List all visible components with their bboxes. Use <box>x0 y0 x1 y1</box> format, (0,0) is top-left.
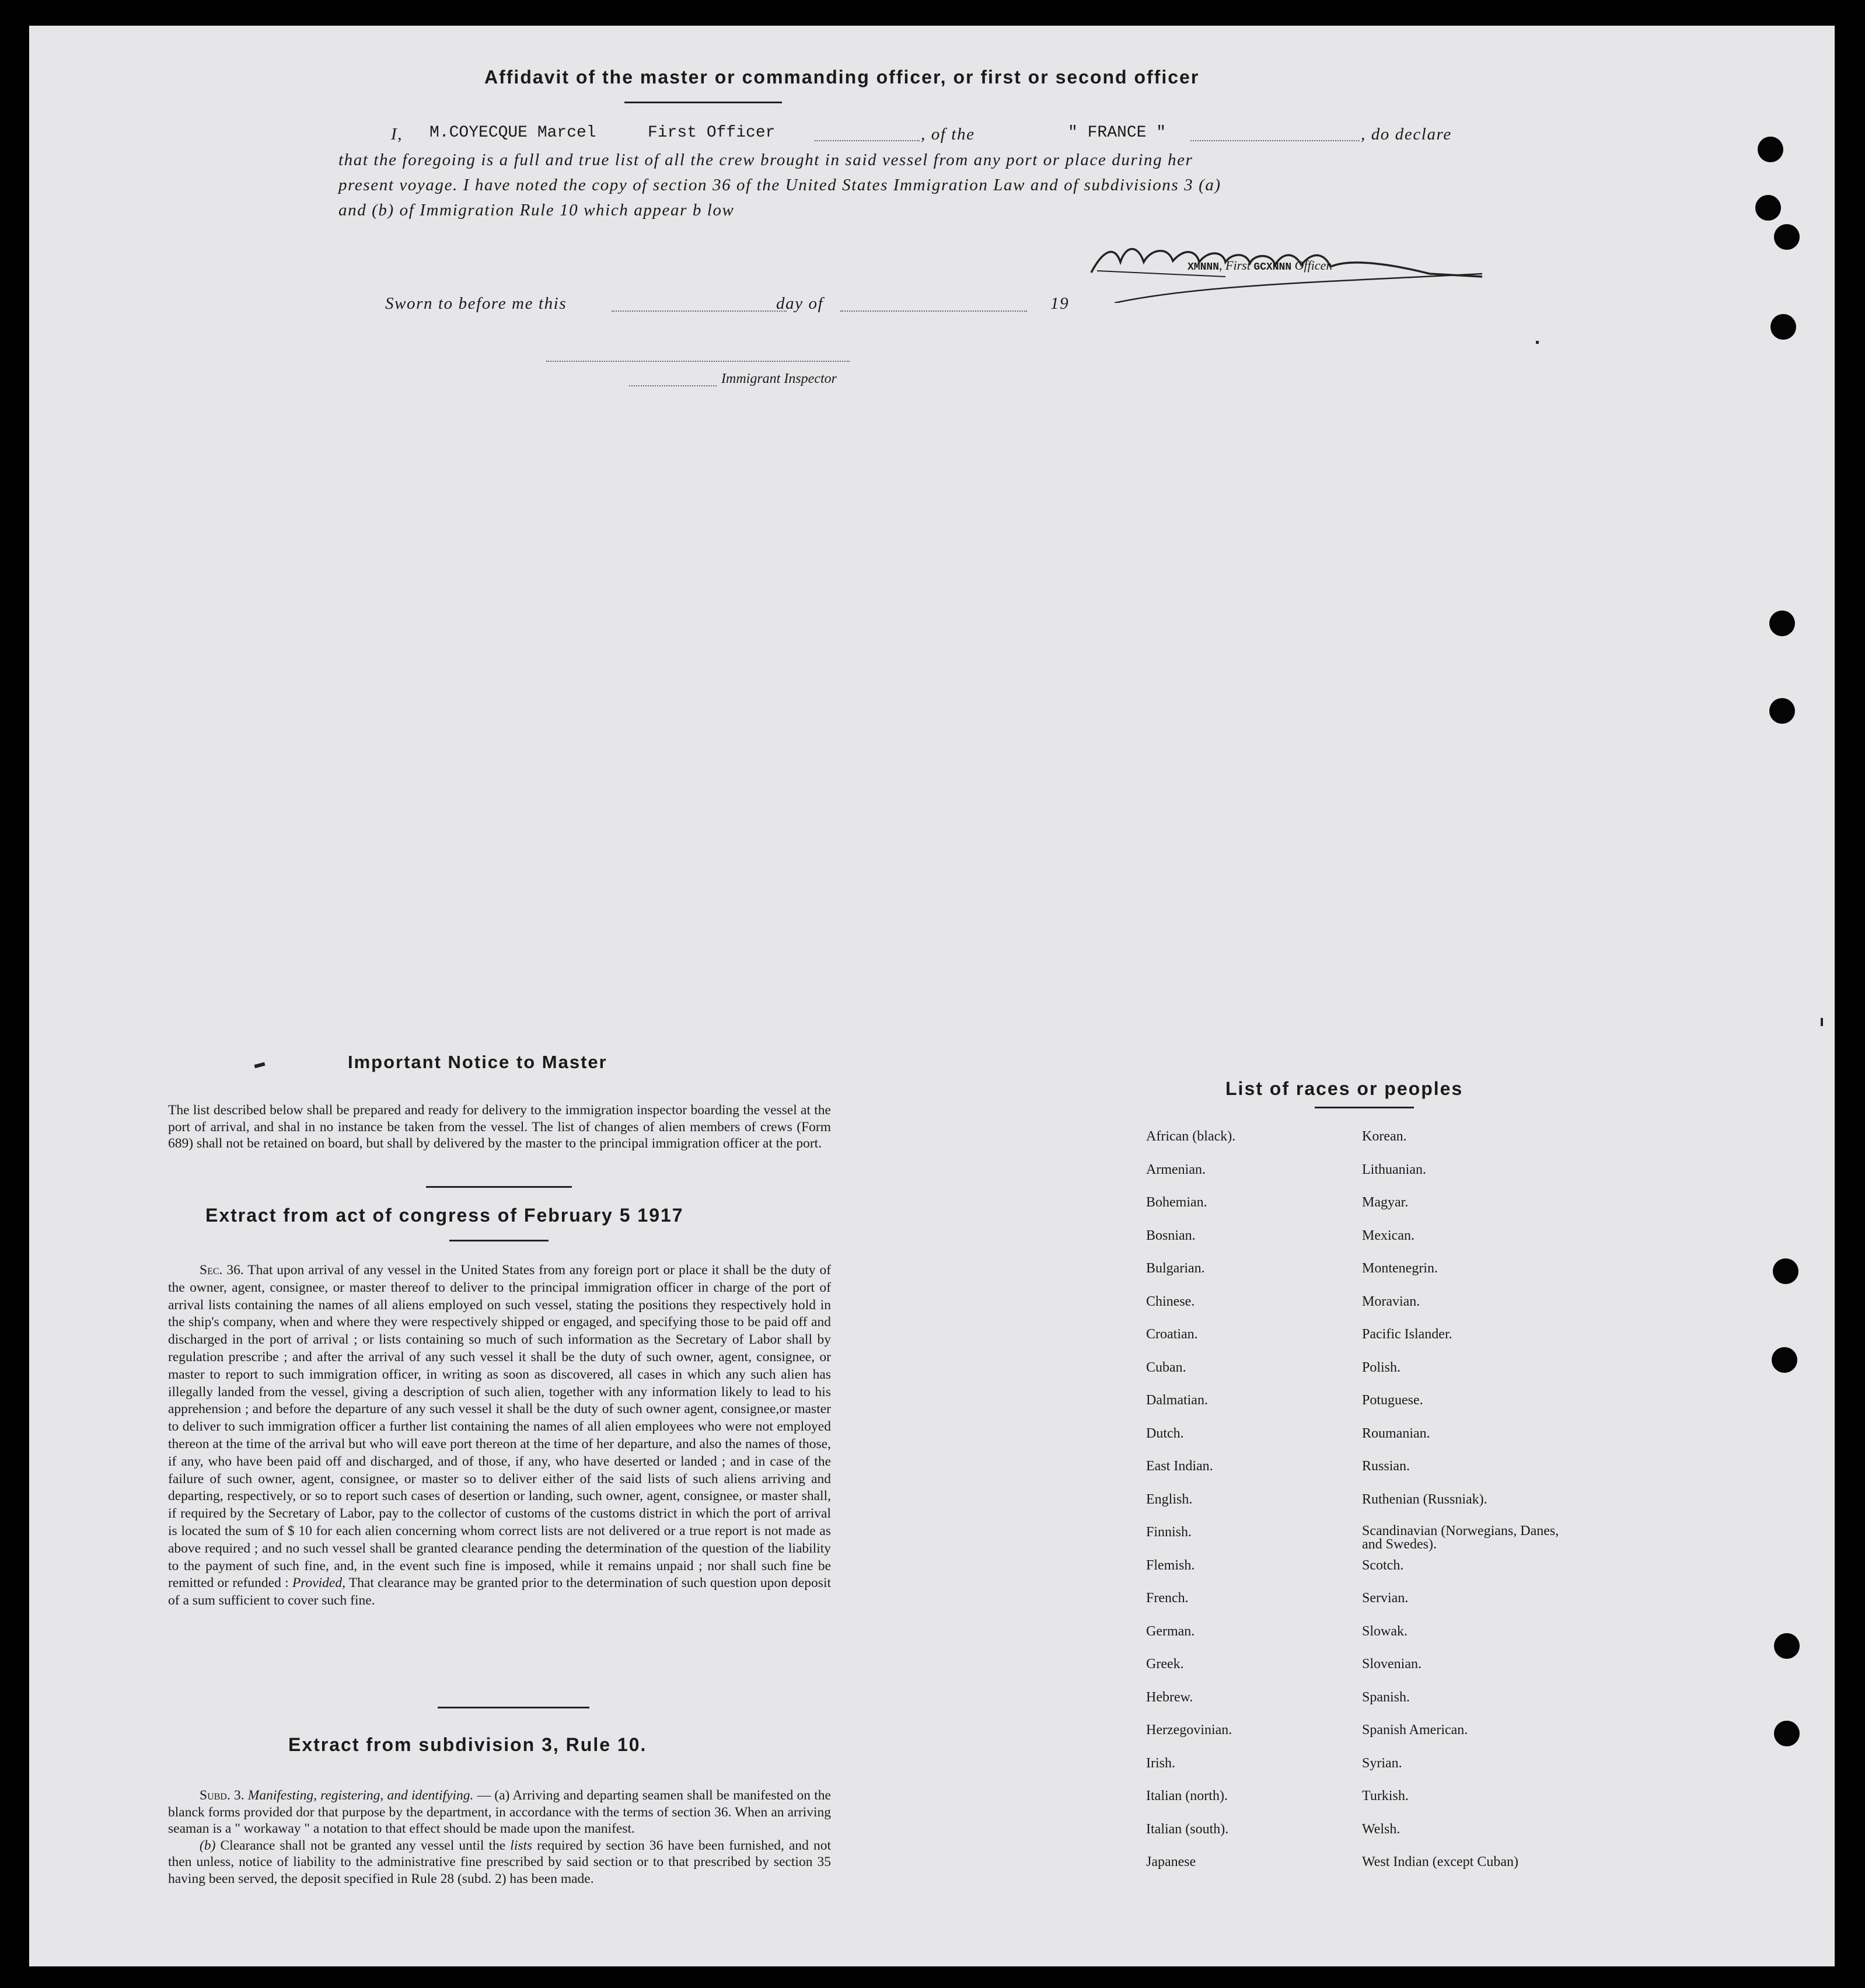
binder-hole <box>1755 195 1781 221</box>
race-item: Bosnian. <box>1146 1227 1196 1243</box>
race-item: Turkish. <box>1362 1788 1409 1804</box>
race-item: Mexican. <box>1362 1227 1415 1243</box>
race-item: Slovenian. <box>1362 1656 1422 1672</box>
race-item: Japanese <box>1146 1854 1196 1870</box>
race-item: Armenian. <box>1146 1162 1206 1177</box>
binder-hole <box>1770 314 1796 340</box>
race-item: Korean. <box>1362 1129 1407 1144</box>
fill-line <box>1190 140 1360 141</box>
binder-hole <box>1769 611 1795 636</box>
affidavit-line-3: present voyage. I have noted the copy of section 36 of the United States Immigration Law and of subdivisions 3 (a) <box>338 176 1221 194</box>
first-text: , First <box>1219 258 1251 273</box>
race-item: Welsh. <box>1362 1821 1401 1837</box>
race-item: Bohemian. <box>1146 1195 1207 1210</box>
race-item: Greek. <box>1146 1656 1184 1672</box>
do-declare-text: , do declare <box>1361 125 1452 144</box>
race-item: Dutch. <box>1146 1425 1184 1441</box>
notice-body: The list described below shall be prepared and ready for delivery to the immigration inspector boarding the vessel at the port of arrival, and shal in no instance be taken from the vessel. The list of changes of alien members of crews (Form 689) shall not be retained on board, but shall by delivered by the master to the principal immigration officer at the port. <box>168 1103 831 1151</box>
race-item: Cuban. <box>1146 1359 1186 1375</box>
section-label: Sec. 36. <box>200 1262 244 1278</box>
act-body <box>168 1262 831 1610</box>
notice-title: Important Notice to Master <box>348 1052 607 1072</box>
race-item: Slowak. <box>1362 1623 1408 1639</box>
inspector-label: Immigrant Inspector <box>721 371 837 386</box>
officer-text: Officer. <box>1294 258 1333 273</box>
subd-b-pre: Clearance shall not be granted any vessel until the <box>220 1837 506 1853</box>
pronoun: I, <box>391 125 403 144</box>
race-item: Flemish. <box>1146 1557 1195 1573</box>
race-item: Potuguese. <box>1362 1393 1423 1408</box>
races-rule <box>1315 1107 1414 1108</box>
struck-second: GCXNNN <box>1253 261 1292 273</box>
stray-mark <box>1821 1018 1823 1026</box>
binder-hole <box>1774 224 1800 250</box>
race-item: African (black). <box>1146 1129 1236 1144</box>
race-item: Bulgarian. <box>1146 1261 1205 1276</box>
fill-line <box>840 311 1027 312</box>
race-item: Syrian. <box>1362 1755 1402 1771</box>
affidavit-line-1 <box>391 125 403 144</box>
affidavit-line-2: that the foregoing is a full and true list of all the crew brought in said vessel from any port or place during her <box>338 151 1193 169</box>
subd-label: Subd. 3. <box>200 1788 245 1803</box>
affidavit-title: Affidavit of the master or commanding officer, or first or second officer <box>484 67 1200 88</box>
race-item: Dalmatian. <box>1146 1393 1208 1408</box>
race-item: Scotch. <box>1362 1557 1404 1573</box>
of-the-text: , of the <box>921 125 975 144</box>
race-item: German. <box>1146 1623 1195 1639</box>
race-item: Italian (north). <box>1146 1788 1228 1804</box>
officer-rank: First Officer <box>648 124 776 142</box>
subd-a-text: Arriving and departing seamen shall be manifested on the blanck forms provided dor that purpose by the department, in accordance with the terms of section 36. When an arriving seaman is a " workaway " a notation to that effect should be made upon the manifest. <box>168 1788 831 1836</box>
stray-mark <box>254 1062 266 1068</box>
rule-rule <box>438 1707 589 1708</box>
subd-b-label: (b) <box>200 1837 216 1853</box>
race-item: East Indian. <box>1146 1459 1213 1474</box>
act-rule <box>449 1240 549 1241</box>
sworn-text: Sworn to before me this <box>385 294 567 313</box>
race-item: Finnish. <box>1146 1525 1192 1540</box>
race-item: West Indian (except Cuban) <box>1362 1854 1518 1870</box>
vessel-name: " FRANCE " <box>1068 124 1167 142</box>
binder-hole <box>1758 137 1783 162</box>
subd-b-post: required by section 36 have been furnished, and not then unless, notice of liability to the administrative fine prescribed by said section or to that prescribed by section 35 having been served, the deposit specified in Rule 28 (subd. 2) has been made. <box>168 1837 832 1886</box>
race-item: Roumanian. <box>1362 1425 1430 1441</box>
stray-mark <box>1536 341 1539 344</box>
officer-name: M.COYECQUE Marcel <box>429 124 596 142</box>
inspector-line-2 <box>629 385 717 386</box>
section-end: That clearance may be granted prior to the determination of such question upon deposit of a sum sufficient to cover such fine. <box>168 1575 831 1609</box>
rule-title: Extract from subdivision 3, Rule 10. <box>288 1734 647 1755</box>
race-item: Herzegovinian. <box>1146 1722 1232 1738</box>
races-title: List of races or peoples <box>1225 1078 1464 1099</box>
race-item: Pacific Islander. <box>1362 1327 1452 1342</box>
race-item: Irish. <box>1146 1755 1175 1771</box>
race-item: Montenegrin. <box>1362 1261 1438 1276</box>
document-page <box>29 26 1835 1966</box>
fill-line <box>612 311 787 312</box>
signature-caption <box>1188 258 1333 273</box>
rule-body <box>168 1787 831 1887</box>
subd-b-lists: lists <box>510 1837 533 1853</box>
subd-a-label: — (a) <box>477 1788 510 1803</box>
binder-hole <box>1773 1258 1798 1284</box>
year-text: 19 <box>1050 294 1070 313</box>
race-item: Croatian. <box>1146 1327 1198 1342</box>
race-item: Servian. <box>1362 1591 1409 1606</box>
provided-text: Provided, <box>292 1575 345 1591</box>
binder-hole <box>1769 698 1795 724</box>
race-item: Chinese. <box>1146 1293 1195 1309</box>
race-item: Polish. <box>1362 1359 1401 1375</box>
race-item: Moravian. <box>1362 1293 1420 1309</box>
race-item: Spanish. <box>1362 1689 1410 1705</box>
race-item: French. <box>1146 1591 1189 1606</box>
race-item: Hebrew. <box>1146 1689 1193 1705</box>
race-item: Spanish American. <box>1362 1722 1468 1738</box>
race-item: Scandinavian (Norwegians, Danes, and Swedes). <box>1362 1523 1559 1552</box>
binder-hole <box>1772 1347 1797 1373</box>
race-item: English. <box>1146 1491 1193 1507</box>
race-item: Lithuanian. <box>1362 1162 1426 1177</box>
fill-line <box>815 140 920 141</box>
race-item: Italian (south). <box>1146 1821 1229 1837</box>
race-item: Ruthenian (Russniak). <box>1362 1491 1487 1507</box>
affidavit-line-4: and (b) of Immigration Rule 10 which appear b low <box>338 201 735 219</box>
notice-rule <box>426 1186 572 1188</box>
section-text: That upon arrival of any vessel in the United States from any foreign port or place it shall be the duty of the owner, agent, consignee, or master thereof to deliver to the principal immigration officer in charge of the port of arrival lists containing the names of all aliens employed on such vessel, stating the positions they respectively hold in the ship's company, when and where they were respectively shipped or engaged, and specifying those to be paid off and discharged in the port of arrival ; or lists containing so much of such information as the Secretary of Labor shall by regulation prescribe ; and after the arrival of any such vessel it shall be the duty of such owner, agent, consignee, or master to report to such immigration officer, in writing as soon as discovered, all cases in which any such alien has illegally landed from the vessel, giving a description of such alien, together with any information likely to lead to his apprehension ; and before the departure of any such vessel it shall be the duty of such owner agent, consignee,or master to deliver to such immigration officer a further list containing the names of all alien employees who were not employed thereon at the time of the arrival but who will eave port thereon at the time of her departure, and also the names of those, if any, who have been paid off and discharged, and of those, if any, who have deserted or landed ; and in case of the failure of such owner, agent, consignee, or master so to deliver either of the said lists of such aliens arriving and departing, respectively, or so to report such cases of desertion or landing, such owner, agent, consignee, or master shall, if required by the Secretary of Labor, pay to the collector of customs of the customs district in which the port of arrival is located the sum of $ 10 for each alien concerning whom correct lists are not delivered or a true report is not made as above required ; and no such vessel shall be granted clearance pending the determination of the question of the liability to the payment of such fine, and, in the event such fine is imposed, while it remains unpaid ; nor shall such fine be remitted or refunded : <box>168 1262 832 1591</box>
day-of-text: day of <box>776 294 824 313</box>
inspector-line-1 <box>546 361 850 362</box>
struck-master: XMNNN <box>1188 261 1220 273</box>
title-rule <box>624 102 782 103</box>
subd-heading: Manifesting, registering, and identifying. <box>247 1788 474 1803</box>
act-title: Extract from act of congress of February 5 1917 <box>205 1205 684 1226</box>
binder-hole <box>1774 1633 1800 1659</box>
race-item: Russian. <box>1362 1459 1410 1474</box>
binder-hole <box>1774 1721 1800 1746</box>
race-item: Magyar. <box>1362 1195 1409 1210</box>
